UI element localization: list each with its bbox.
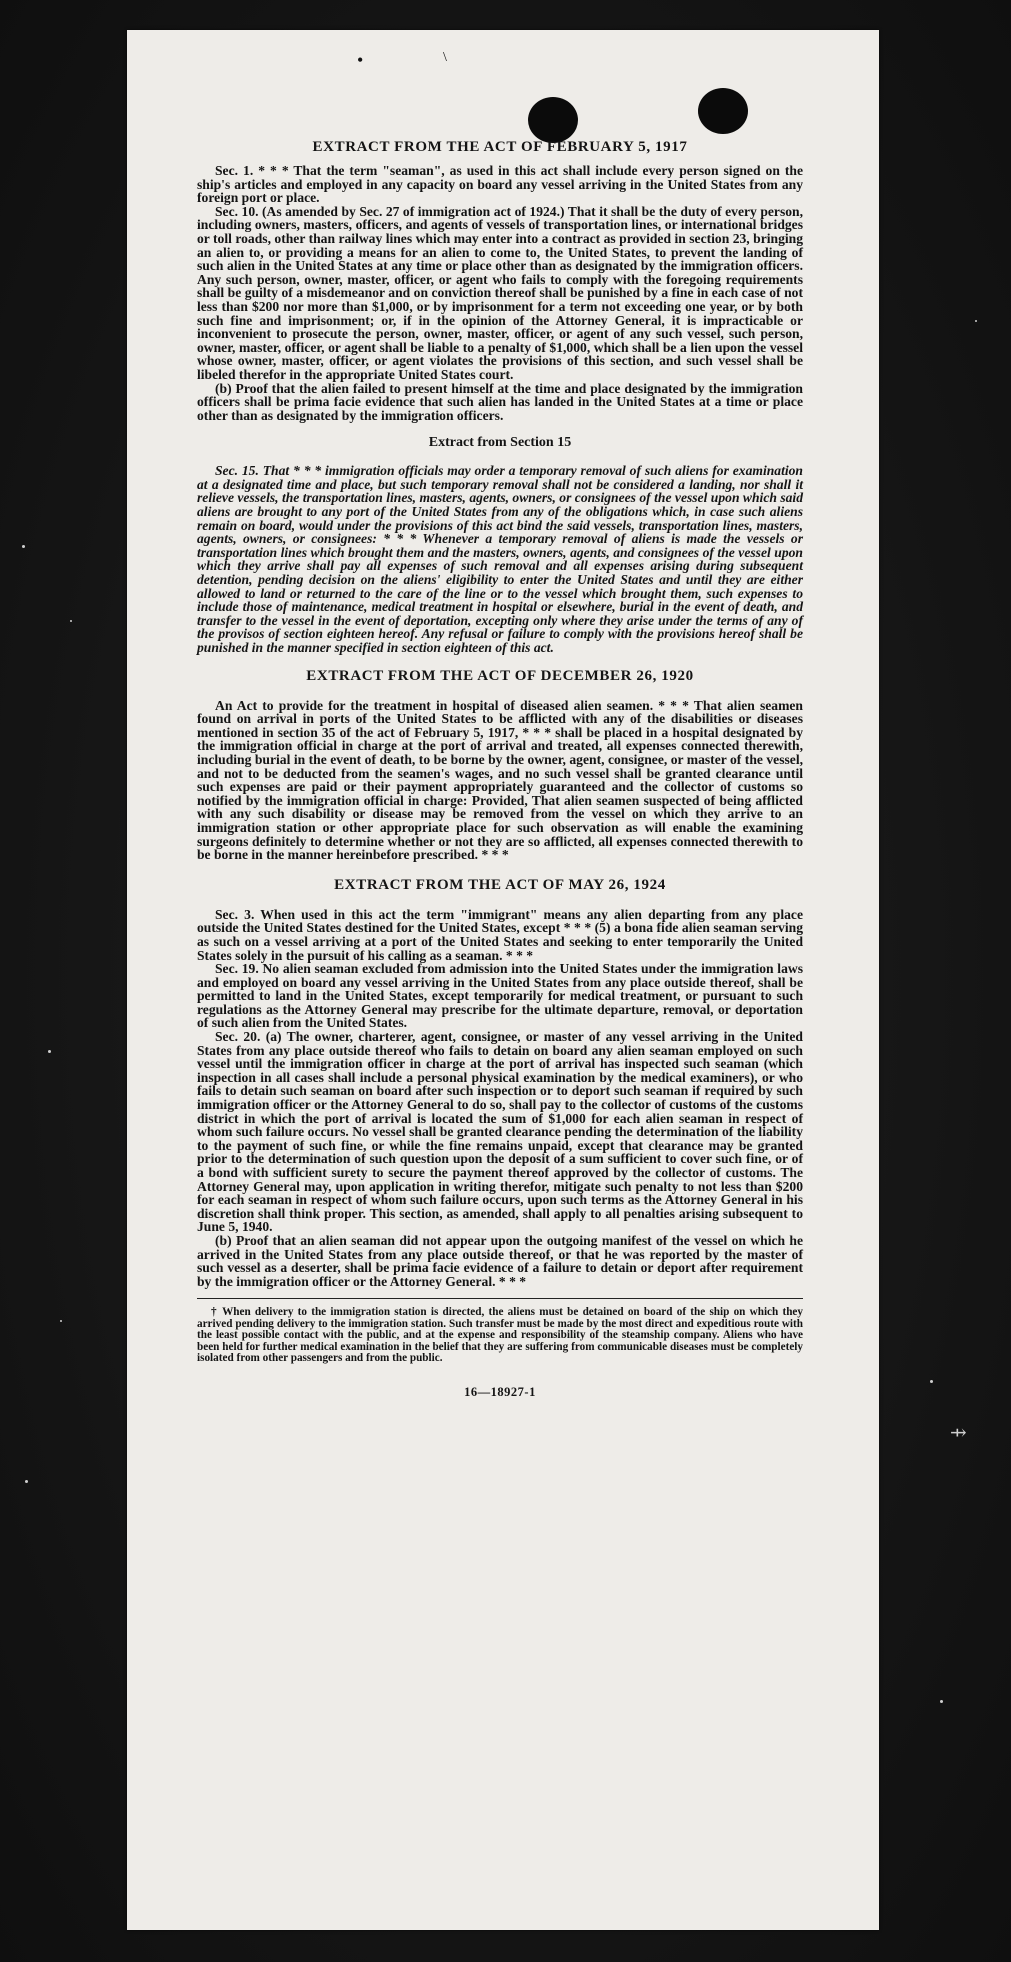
stray-mark: • <box>357 50 364 70</box>
footnote <box>197 1307 803 1364</box>
dust-speck <box>930 1380 933 1383</box>
heading-section-15: Extract from Section 15 <box>428 435 572 451</box>
section-10-b: (b) Proof that the alien failed to present himself at the time and place designated by the immigration officers shall be prima facie evidence that such alien has landed in the United States at a time or place other than as designated by the immigration officers. <box>197 380 803 423</box>
document-page <box>127 30 879 1930</box>
heading-act-1917: EXTRACT FROM THE ACT OF FEBRUARY 5, 1917 <box>312 139 688 155</box>
section-15-text: Sec. 15. That * * * immigration officials may order a temporary removal of such aliens for examination at a designated time and place, but such temporary removal shall not be considered a landing, nor shall it relieve vessels, the transportation lines, masters, agents, owners, or consignees of the vessel upon which said aliens are brought to any port of the United States from any of the obligations which, in case such aliens remain on board, would under the provisions of this act bind the said vessels, transportation lines, masters, agents, owners, or consignees: * * * Whenever a temporary removal of aliens is made the vessels or transportation lines which brought them and the masters, owners, agents, and consignees of the vessel upon which they arrive shall pay all expenses of such removal and all expenses arising during subsequent detention, pending decision on the aliens' eligibility to enter the United States and until they are either allowed to land or returned to the care of the line or to the vessel which brought them, such expenses to include those of maintenance, medical treatment in hospital or elsewhere, burial in the event of death, and transfer to the vessel in the event of deportation, excepting only where they arise under the terms of any of the provisos of section eighteen hereof. Any refusal or failure to comply with the provisions hereof shall be punished in the manner specified in section eighteen of this act. <box>197 463 803 655</box>
document-body <box>197 106 803 1400</box>
document-number: 16—18927-1 <box>464 1385 536 1400</box>
act-1920-text: An Act to provide for the treatment in hospital of diseased alien seamen. * * * That alien seamen found on arrival in ports of the United States to be afflicted with any of the disabilities or diseases mentioned in section 35 of the act of February 5, 1917, * * * shall be placed in a hospital designated by the immigration official in charge at the port of arrival and treated, all expenses connected therewith, including burial in the event of death, to be borne by the owner, agent, consignee, or master of the vessel, and not to be deducted from the seamen's wages, and no such vessel shall be granted clearance until such expenses are paid or their payment appropriately guaranteed and the collector of customs so notified by the immigration official in charge: Provided, That alien seamen suspected of being afflicted with any such disability or disease may be removed from the vessel on which they arrive to an immigration station or other appropriate place for such observation as will enable the examining surgeons definitely to determine whether or not they are so afflicted, all expenses connected therewith to be borne in the manner hereinbefore prescribed. * * * <box>197 697 803 863</box>
section-20-b: (b) Proof that an alien seaman did not appear upon the outgoing manifest of the vessel on which he arrived in the United States from any place outside thereof, or that he was reported by the master of such vessel as a deserter, shall be prima facie evidence of a failure to detain or deport after requirement by the immigration officer or the Attorney General. * * * <box>197 1232 803 1289</box>
section-19: Sec. 19. No alien seaman excluded from admission into the United States under the immigration laws and employed on board any vessel arriving in the United States from any place outside thereof, shall be permitted to land in the United States, except temporarily for medical treatment, or pursuant to such regulations as the Attorney General may prescribe for the ultimate departure, removal, or deportation of such alien from the United States. <box>197 961 803 1031</box>
heading-act-1924: EXTRACT FROM THE ACT OF MAY 26, 1924 <box>334 876 666 893</box>
dust-speck <box>48 1050 51 1053</box>
footnote-text: † When delivery to the immigration station is directed, the aliens must be detained on board of the ship on which they arrived pending delivery to the immigration station. Such transfer must be made by the most direct and expeditious route with the least possible contact with the public, and at the expense and responsibility of the steamship company. Aliens who have been held for further medical examination in the belief that they are suffering from communicable diseases must be completely isolated from other passengers and from the public. <box>197 1306 803 1364</box>
section-10: Sec. 10. (As amended by Sec. 27 of immigration act of 1924.) That it shall be the duty of every person, including owners, masters, officers, and agents of vessels of transportation lines, or international bridges or toll roads, other than railway lines which may enter into a contract as provided in section 23, bringing an alien to, or providing a means for an alien to come to, the United States, to prevent the landing of such alien in the United States at any time or place other than as designated by the immigration officers. Any such person, owner, master, officer, or agent who fails to comply with the foregoing requirements shall be guilty of a misdemeanor and on conviction thereof shall be punished by a fine in each case of not less than $200 nor more than $1,000, or by imprisonment for a term not exceeding one year, or by both such fine and imprisonment; or, if in the opinion of the Attorney General, it is impracticable or inconvenient to prosecute the person, owner, master, officer, or agent of any such vessel, such person, owner, master, officer, or agent shall be liable to a penalty of $1,000, which shall be a lien upon the vessel whose owner, master, officer, or agent violates the provisions of this section, and such vessel shall be libeled therefor in the appropriate United States court. <box>197 203 803 382</box>
act-1920 <box>197 699 803 862</box>
stray-mark: \ <box>443 50 447 65</box>
dust-speck <box>22 545 25 548</box>
sections-1917 <box>197 164 803 422</box>
dust-speck <box>60 1320 62 1322</box>
dust-speck <box>940 1700 943 1703</box>
sections-1924 <box>197 908 803 1289</box>
section-15 <box>197 464 803 654</box>
section-1: Sec. 1. * * * That the term "seaman", as used in this act shall include every person signed on the ship's articles and employed in any capacity on board any vessel arriving in the United States from any foreign port or place. <box>197 163 803 206</box>
dust-speck <box>70 620 72 622</box>
section-3: Sec. 3. When used in this act the term "immigrant" means any alien departing from any place outside the United States destined for the United States, except * * * (5) a bona fide alien seaman serving as such on a vessel arriving at a port of the United States and seeking to enter temporarily the United States solely in the pursuit of his calling as a seaman. * * * <box>197 906 803 963</box>
dust-speck <box>25 1480 28 1483</box>
heading-act-1920: EXTRACT FROM THE ACT OF DECEMBER 26, 1920 <box>306 667 694 684</box>
pen-mark-icon: ⇸ <box>950 1422 967 1444</box>
footnote-divider <box>197 1298 803 1299</box>
dust-speck <box>975 320 977 322</box>
section-20-a: Sec. 20. (a) The owner, charterer, agent, consignee, or master of any vessel arriving in the United States from any place outside thereof who fails to detain on board any alien seaman employed on such vessel until the immigration officer in charge at the port of arrival has inspected such seaman (which inspection in all cases shall include a personal physical examination by the medical examiners), or who fails to detain such seaman on board after such inspection or to deport such seaman if required by such immigration officer or the Attorney General to do so, shall pay to the collector of customs of the customs district in which the port of arrival is located the sum of $1,000 for each alien seaman in respect of whom such failure occurs. No vessel shall be granted clearance pending the determination of the liability to the payment of such fine, or while the fine remains unpaid, except that clearance may be granted prior to the determination of such question upon the deposit of a sum sufficient to cover such fine, or of a bond with sufficient surety to secure the payment thereof approved by the collector of customs. The Attorney General may, upon application in writing therefor, mitigate such penalty to not less than $200 for each seaman in respect of whom such failure occurs, upon such terms as the Attorney General in his discretion shall think proper. This section, as amended, shall apply to all penalties arising subsequent to June 5, 1940. <box>197 1029 803 1235</box>
